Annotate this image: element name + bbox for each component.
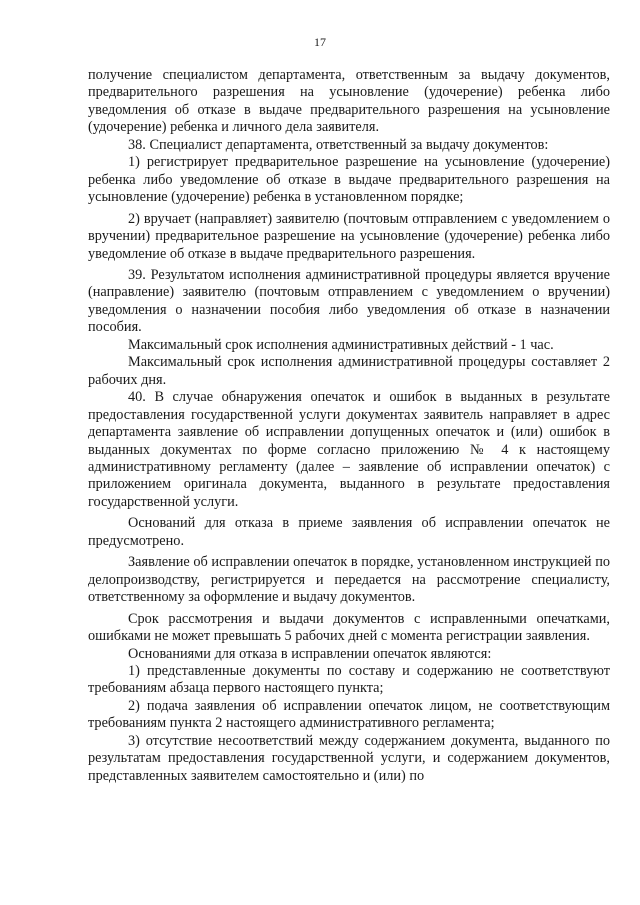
paragraph-max-time-actions: Максимальный срок исполнения административных действий - 1 час.: [128, 336, 554, 353]
paragraph-39: 39. Результатом исполнения административной процедуры является вручение (направление) заявителю (почтовым отправлением с уведомлением о вручении) уведомления о назначении пособия либо уведомления об отказе в назначении пособия.: [88, 266, 610, 336]
paragraph-40: 40. В случае обнаружения опечаток и ошибок в выданных в результате предоставления государственной услуги документах заявитель направляет в адрес департамента заявление об исправлении допущенных опечаток и (или) ошибок в выданных документах по форме согласно приложению № 4 к настоящему административному регламенту (далее – заявление об исправлении опечаток) с приложением оригинала документа, выданного в результате предоставления государственной услуги.: [88, 389, 610, 510]
page-number: 17: [314, 35, 326, 49]
paragraph-refusal-item-3: 3) отсутствие несоответствий между содержанием документа, выданного по результатам предоставления государственной услуги, и содержанием документов, представленных заявителем самостоятельно и (или) по: [88, 732, 610, 784]
paragraph-registration: Заявление об исправлении опечаток в порядке, установленном инструкцией по делопроизводству, регистрируется и передается на рассмотрение специалисту, ответственному за оформление и выдачу документов.: [88, 554, 610, 606]
paragraph-38-item-2: 2) вручает (направляет) заявителю (почтовым отправлением с уведомлением о вручении) предварительное разрешение на усыновление (удочерение) ребенка либо уведомление об отказе в выдаче предварительного разрешения.: [88, 210, 610, 262]
paragraph-38: 38. Специалист департамента, ответственный за выдачу документов:: [128, 136, 549, 153]
document-body: [88, 67, 610, 785]
paragraph-continuation: получение специалистом департамента, ответственным за выдачу документов, предварительного разрешения на усыновление (удочерение) ребенка либо уведомления об отказе в выдаче предварительного разрешения на усыновление (удочерение) ребенка и личного дела заявителя.: [88, 67, 610, 136]
paragraph-38-item-1: 1) регистрирует предварительное разрешение на усыновление (удочерение) ребенка либо уведомление об отказе в выдаче предварительного разрешения на усыновление (удочерение) ребенка в установленном порядке;: [88, 154, 610, 206]
paragraph-review-period: Срок рассмотрения и выдачи документов с исправленными опечатками, ошибками не может превышать 5 рабочих дней с момента регистрации заявления.: [88, 610, 610, 645]
paragraph-refusal-grounds: Основаниями для отказа в исправлении опечаток являются:: [128, 645, 492, 662]
paragraph-refusal-item-2: 2) подача заявления об исправлении опечаток лицом, не соответствующим требованиям пункта 2 настоящего административного регламента;: [88, 697, 610, 732]
paragraph-max-time-procedure: Максимальный срок исполнения административной процедуры составляет 2 рабочих дня.: [88, 354, 610, 388]
paragraph-refusal-item-1: 1) представленные документы по составу и содержанию не соответствуют требованиям абзаца первого настоящего пункта;: [88, 662, 610, 697]
paragraph-no-refusal-grounds: Оснований для отказа в приеме заявления об исправлении опечаток не предусмотрено.: [88, 515, 610, 549]
